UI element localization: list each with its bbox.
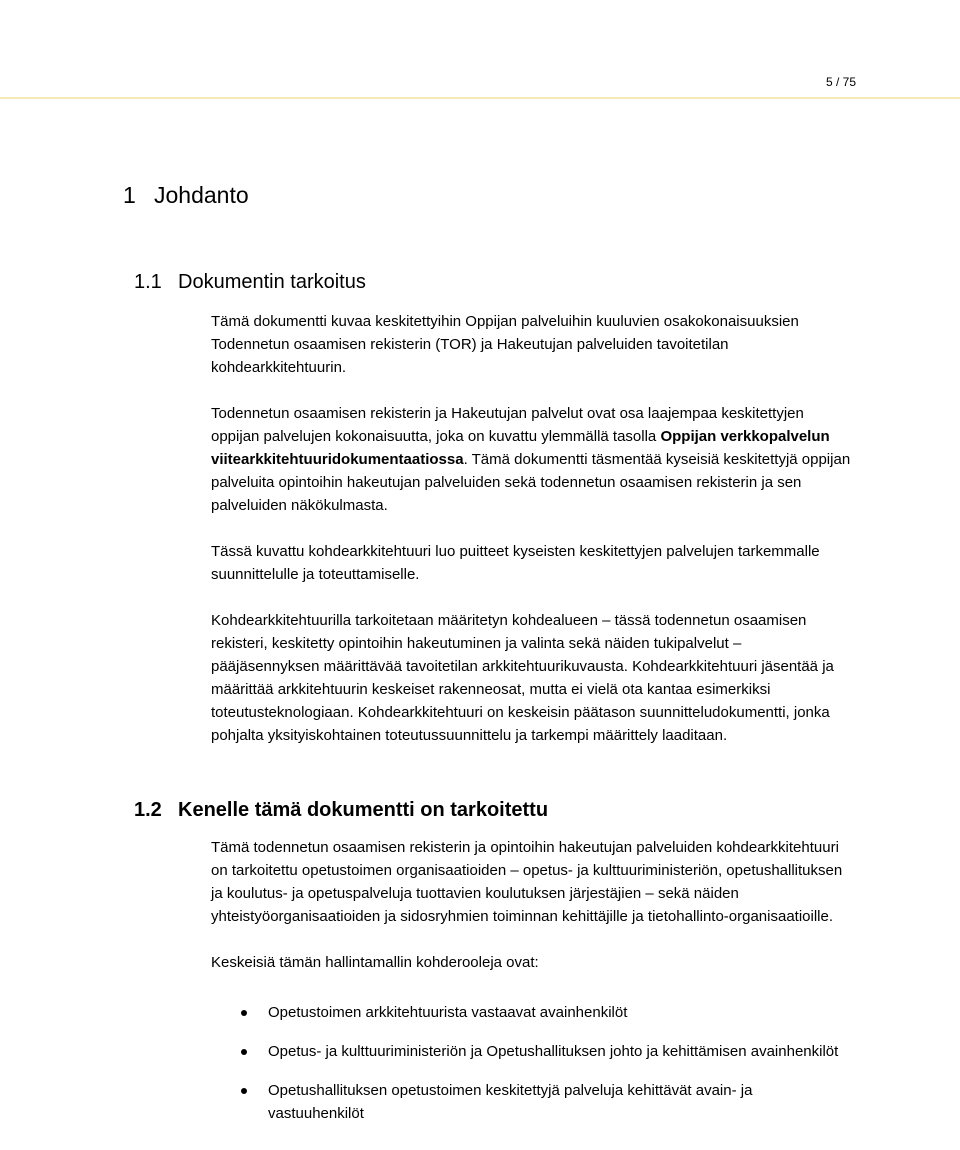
page-number: 5 / 75 xyxy=(825,75,856,89)
document-reference: Oppijan verkkopalvelun viitearkkitehtuuridokumentaatiossa xyxy=(211,428,830,468)
chapter-number: 1 xyxy=(123,182,136,208)
paragraph-text: . Tämä dokumentti täsmentää kyseisiä keskitettyjä oppijan palveluita opintoihin hakeutujan palveluiden sekä todennetun osaamisen rekisterin ja sen palveluiden näkökulmasta. xyxy=(211,451,851,514)
list-item xyxy=(211,1079,851,1125)
paragraph xyxy=(211,402,851,517)
bullet-icon xyxy=(241,1010,247,1016)
chapter-heading xyxy=(123,182,249,209)
chapter-title: Johdanto xyxy=(154,182,249,208)
section-number: 1.2 xyxy=(134,799,162,821)
section-heading-purpose xyxy=(134,271,366,294)
section-title: Dokumentin tarkoitus xyxy=(178,271,366,293)
header-divider xyxy=(0,97,960,99)
paragraph-text: Todennetun osaamisen rekisterin ja Hakeutujan palvelut ovat osa laajempaa keskitettyjen oppijan palvelujen kokonaisuutta, joka on kuvattu ylemmällä tasolla xyxy=(211,405,804,445)
list-item-text: Opetushallituksen opetustoimen keskitettyjä palveluja kehittävät avain- ja vastuuhenkilöt xyxy=(268,1082,753,1122)
list-item-text: Opetustoimen arkkitehtuurista vastaavat avainhenkilöt xyxy=(268,1004,628,1021)
section-body-audience xyxy=(211,836,851,1125)
bullet-icon xyxy=(241,1049,247,1055)
paragraph: Keskeisiä tämän hallintamallin kohderooleja ovat: xyxy=(211,954,539,971)
section-number: 1.1 xyxy=(134,271,162,293)
section-title: Kenelle tämä dokumentti on tarkoitettu xyxy=(178,799,549,821)
section-heading-audience xyxy=(134,799,548,822)
target-roles-list xyxy=(211,1001,851,1125)
paragraph: Tässä kuvattu kohdearkkitehtuuri luo puitteet kyseisten keskitettyjen palvelujen tarkemmalle suunnittelulle ja toteuttamiselle. xyxy=(211,543,820,583)
paragraph: Tämä todennetun osaamisen rekisterin ja opintoihin hakeutujan palveluiden kohdearkkitehtuuri on tarkoitettu opetustoimen organisaatioiden – opetus- ja kulttuuriministeriön, opetushallituksen ja koulutus- ja opetuspalveluja tuottavien koulutuksen järjestäjien – sekä näiden yhteistyöorganisaatioiden ja sidosryhmien toiminnan kehittäjille ja tietohallinto-organisaatioille. xyxy=(211,839,843,925)
list-item xyxy=(211,1040,851,1063)
paragraph: Tämä dokumentti kuvaa keskitettyihin Oppijan palveluihin kuuluvien osakokonaisuuksien Todennetun osaamisen rekisterin (TOR) ja Hakeutujan palveluiden tavoitetilan kohdearkkitehtuurin. xyxy=(211,313,799,376)
list-item-text: Opetus- ja kulttuuriministeriön ja Opetushallituksen johto ja kehittämisen avainhenkilöt xyxy=(268,1043,839,1060)
bullet-icon xyxy=(241,1088,247,1094)
paragraph: Kohdearkkitehtuurilla tarkoitetaan määritetyn kohdealueen – tässä todennetun osaamisen rekisteri, keskitetty opintoihin hakeutuminen ja valinta sekä näiden tukipalvelut – pääjäsennyksen määrittävää tavoitetilan arkkitehtuurikuvausta. Kohdearkkitehtuuri jäsentää ja määrittää arkkitehtuurin keskeiset rakenneosat, mutta ei vielä ota kantaa esimerkiksi toteutusteknologiaan. Kohdearkkitehtuuri on keskeisin päätason suunnitteludokumentti, jonka pohjalta yksityiskohtainen toteutussuunnittelu ja tarkempi määrittely laaditaan. xyxy=(211,612,834,744)
section-body-purpose xyxy=(211,310,851,747)
list-item xyxy=(211,1001,851,1024)
